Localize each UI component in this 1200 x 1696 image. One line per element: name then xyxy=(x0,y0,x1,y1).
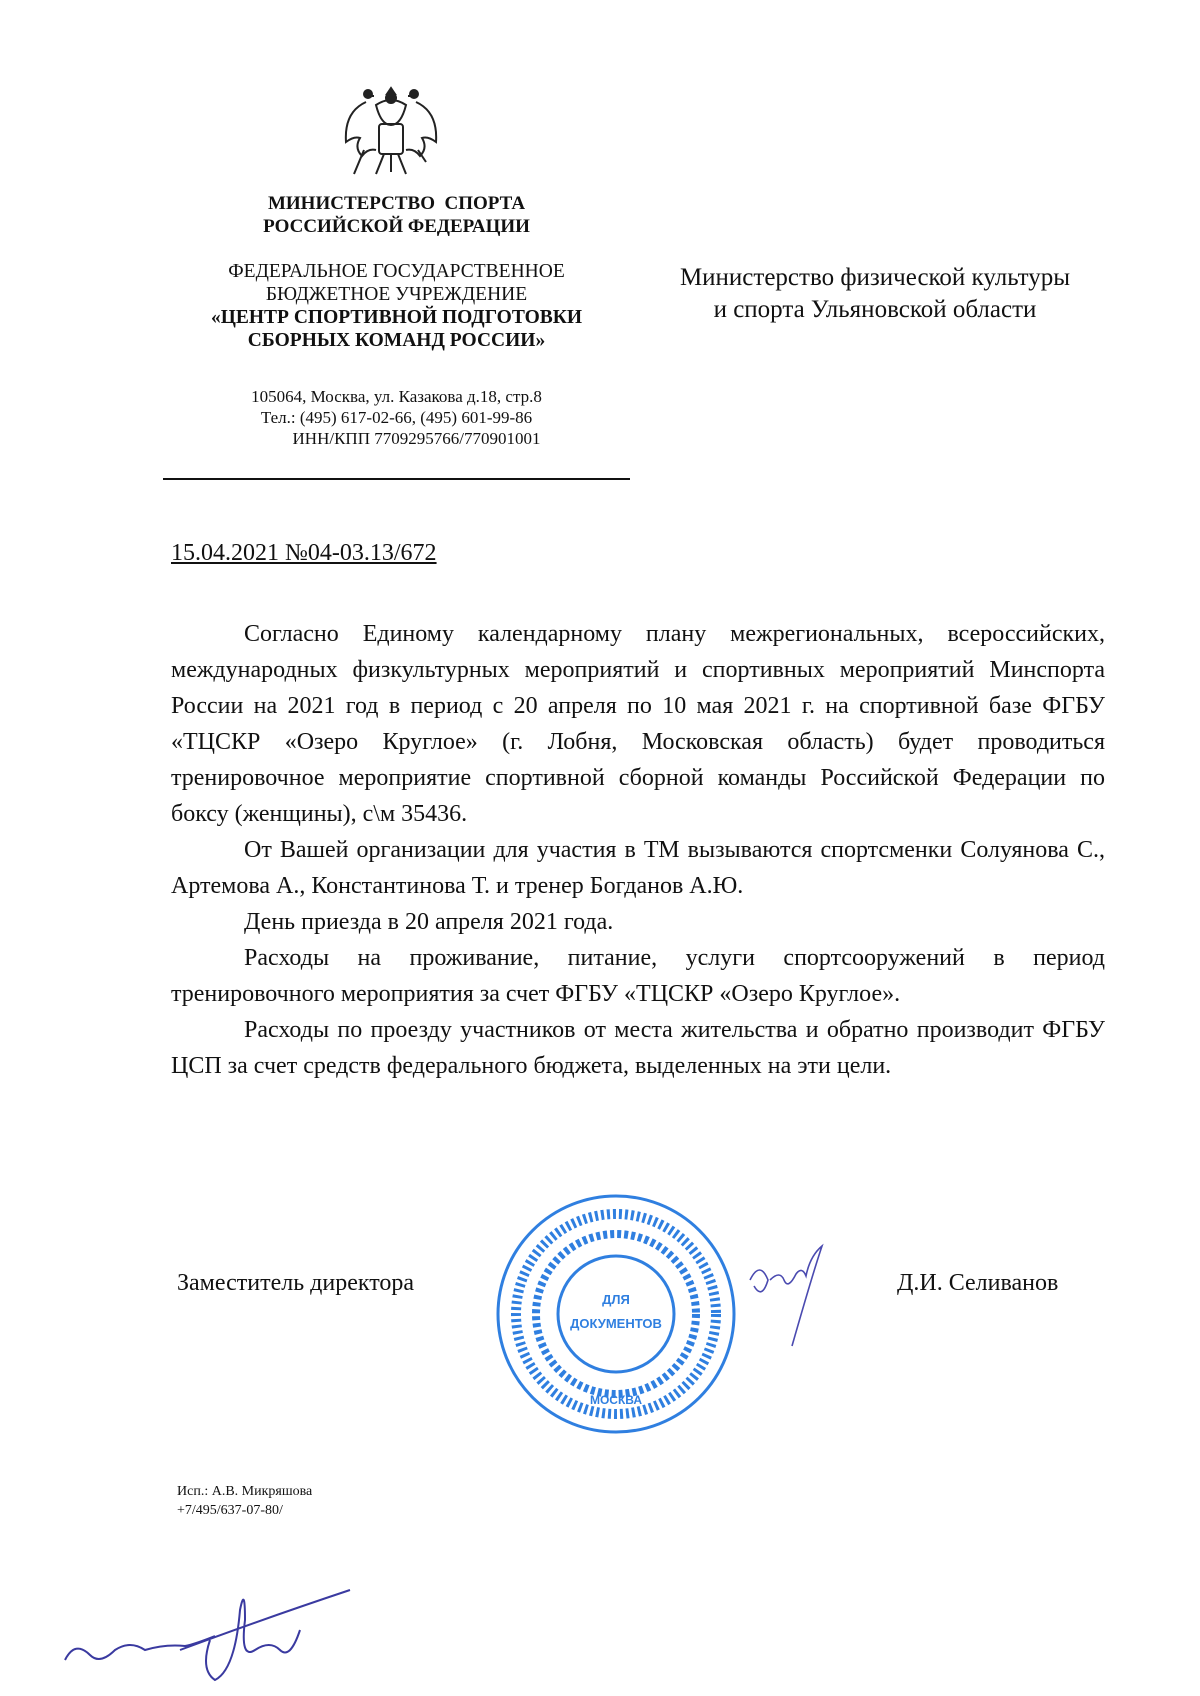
handwritten-signature xyxy=(60,1580,420,1690)
executor-info xyxy=(177,1482,312,1520)
executor-name: Исп.: А.В. Микряшова xyxy=(177,1484,313,1499)
addressee xyxy=(640,262,1110,326)
ministry-line: РОССИЙСКОЙ ФЕДЕРАЦИИ xyxy=(263,216,530,237)
letterhead-divider xyxy=(163,478,630,480)
signatory-name: Д.И. Селиванов xyxy=(897,1270,1059,1296)
paragraph: День приезда в 20 апреля 2021 года. xyxy=(244,909,614,935)
organization-contacts xyxy=(163,386,630,449)
org-line: СБОРНЫХ КОМАНД РОССИИ» xyxy=(247,330,546,351)
org-line: БЮДЖЕТНОЕ УЧРЕЖДЕНИЕ xyxy=(265,284,528,305)
address: 105064, Москва, ул. Казакова д.18, стр.8 xyxy=(251,387,542,406)
stamp-city-text: МОСКВА xyxy=(589,1393,643,1407)
coat-of-arms-emblem xyxy=(336,80,446,186)
paragraph: От Вашей организации для участия в ТМ вызываются спортсменки Солуянова С., Артемова А., Константинова Т. и тренер Богданов А.Ю. xyxy=(171,837,1105,899)
stamp-center-text: ДЛЯ xyxy=(602,1292,630,1307)
paragraph: Согласно Единому календарному плану межрегиональных, всероссийских, международных физкультурных мероприятий и спортивных мероприятий Минспорта России на 2021 год в период с 20 апреля по 10 мая 2021 г. на спортивной базе ФГБУ «ТЦСКР «Озеро Круглое» (г. Лобня, Московская область) будет проводиться тренировочное мероприятие спортивной сборной команды Российской Федерации по боксу (женщины), с\м 35436. xyxy=(171,621,1105,827)
addressee-line: и спорта Ульяновской области xyxy=(713,296,1037,323)
ministry-name xyxy=(163,192,630,238)
signatory-title: Заместитель директора xyxy=(177,1270,415,1296)
official-stamp xyxy=(494,1192,738,1436)
org-line: ФЕДЕРАЛЬНОЕ ГОСУДАРСТВЕННОЕ xyxy=(228,261,565,282)
document-reference: 15.04.2021 №04-03.13/672 xyxy=(171,540,437,566)
executor-phone: +7/495/637-07-80/ xyxy=(177,1503,283,1518)
paragraph: Расходы на проживание, питание, услуги спортсооружений в период тренировочного мероприятия за счет ФГБУ «ТЦСКР «Озеро Круглое». xyxy=(171,945,1105,1007)
organization-name xyxy=(163,260,630,352)
stamp-center-text: ДОКУМЕНТОВ xyxy=(570,1316,662,1331)
director-signature xyxy=(740,1240,850,1360)
org-line: «ЦЕНТР СПОРТИВНОЙ ПОДГОТОВКИ xyxy=(210,307,583,328)
addressee-line: Министерство физической культуры xyxy=(679,264,1071,291)
inn-kpp: ИНН/КПП 7709295766/770901001 xyxy=(292,429,541,448)
ministry-line: МИНИСТЕРСТВО СПОРТА xyxy=(267,193,526,214)
paragraph: Расходы по проезду участников от места жительства и обратно производит ФГБУ ЦСП за счет средств федерального бюджета, выделенных на эти цели. xyxy=(171,1017,1105,1079)
letter-body xyxy=(171,616,1105,1084)
phone: Тел.: (495) 617-02-66, (495) 601-99-86 xyxy=(260,408,533,427)
